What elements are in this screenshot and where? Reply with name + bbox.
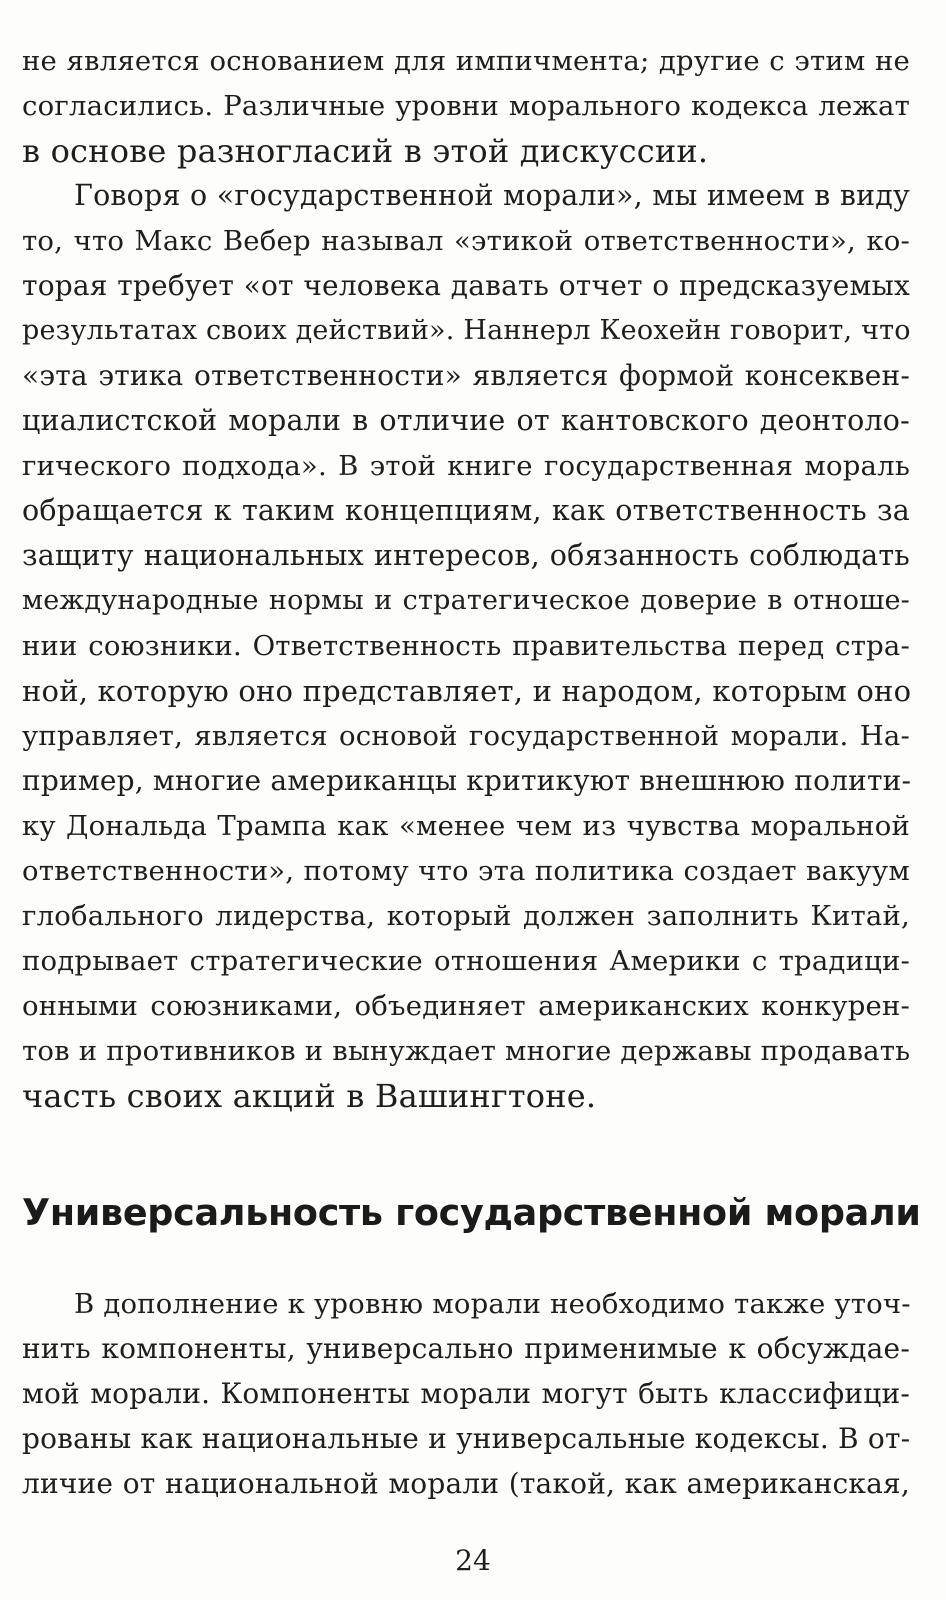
- paragraph-3-line-3: мой морали. Компоненты морали могут быть классифици-: [22, 1377, 910, 1410]
- paragraph-2-line-14: пример, многие американцы критикуют внешнюю полити-: [22, 764, 912, 797]
- paragraph-2-line-20: тов и противников и вынуждает многие державы продавать: [22, 1035, 911, 1067]
- paragraph-3-line-2: нить компоненты, универсально применимые к обсуждае-: [22, 1332, 910, 1365]
- paragraph-2-line-18: подрывает стратегические отношения Америки с традици-: [22, 945, 910, 977]
- paragraph-2-line-7: гического подхода». В этой книге государственная мораль: [22, 450, 910, 482]
- paragraph-1-line-2: согласились. Различные уровни морального кодекса лежат: [22, 90, 910, 122]
- paragraph-3-line-5: личие от национальной морали (такой, как американская,: [22, 1467, 910, 1500]
- paragraph-2-line-9: защиту национальных интересов, обязанность соблюдать: [22, 539, 910, 572]
- paragraph-1-line-3: в основе разногласий в этой дискуссии.: [22, 132, 709, 170]
- page-number: 24: [455, 1544, 491, 1577]
- paragraph-2-line-2: то, что Макс Вебер называл «этикой ответственности», ко-: [22, 225, 910, 257]
- paragraph-3-line-1: В дополнение к уровню морали необходимо также уточ-: [74, 1288, 911, 1320]
- paragraph-2-line-21: часть своих акций в Вашингтоне.: [22, 1077, 597, 1115]
- paragraph-2-line-8: обращается к таким концепциям, как ответственность за: [22, 494, 910, 527]
- paragraph-2-line-13: управляет, является основой государственной морали. На-: [22, 720, 910, 752]
- paragraph-2-line-15: ку Дональда Трампа как «менее чем из чувства моральной: [22, 810, 910, 842]
- paragraph-2-line-17: глобального лидерства, который должен заполнить Китай,: [22, 900, 910, 932]
- paragraph-2-line-11: нии союзники. Ответственность правительства перед стра-: [22, 630, 910, 662]
- paragraph-2-line-1: Говоря о «государственной морали», мы имеем в виду: [74, 179, 910, 212]
- paragraph-2-line-10: международные нормы и стратегическое доверие в отноше-: [22, 585, 910, 616]
- paragraph-3-line-4: рованы как национальные и универсальные кодексы. В от-: [22, 1422, 911, 1455]
- section-heading: Универсальность государственной морали: [22, 1191, 921, 1234]
- paragraph-2-line-3: торая требует «от человека давать отчет о предсказуемых: [22, 269, 910, 302]
- paragraph-2-line-5: «эта этика ответственности» является формой консеквен-: [22, 359, 910, 392]
- paragraph-2-line-19: онными союзниками, объединяет американских конкурен-: [22, 990, 910, 1022]
- paragraph-2-line-12: ной, которую оно представляет, и народом, которым оно: [22, 674, 912, 708]
- paragraph-2-line-4: результатах своих действий». Наннерл Кеохейн говорит, что: [22, 315, 911, 346]
- paragraph-1-line-1: не является основанием для импичмента; другие с этим не: [22, 45, 910, 77]
- paragraph-2-line-6: циалистской морали в отличие от кантовского деонтоло-: [22, 404, 910, 437]
- paragraph-2-line-16: ответственности», потому что эта политика создает вакуум: [22, 855, 910, 887]
